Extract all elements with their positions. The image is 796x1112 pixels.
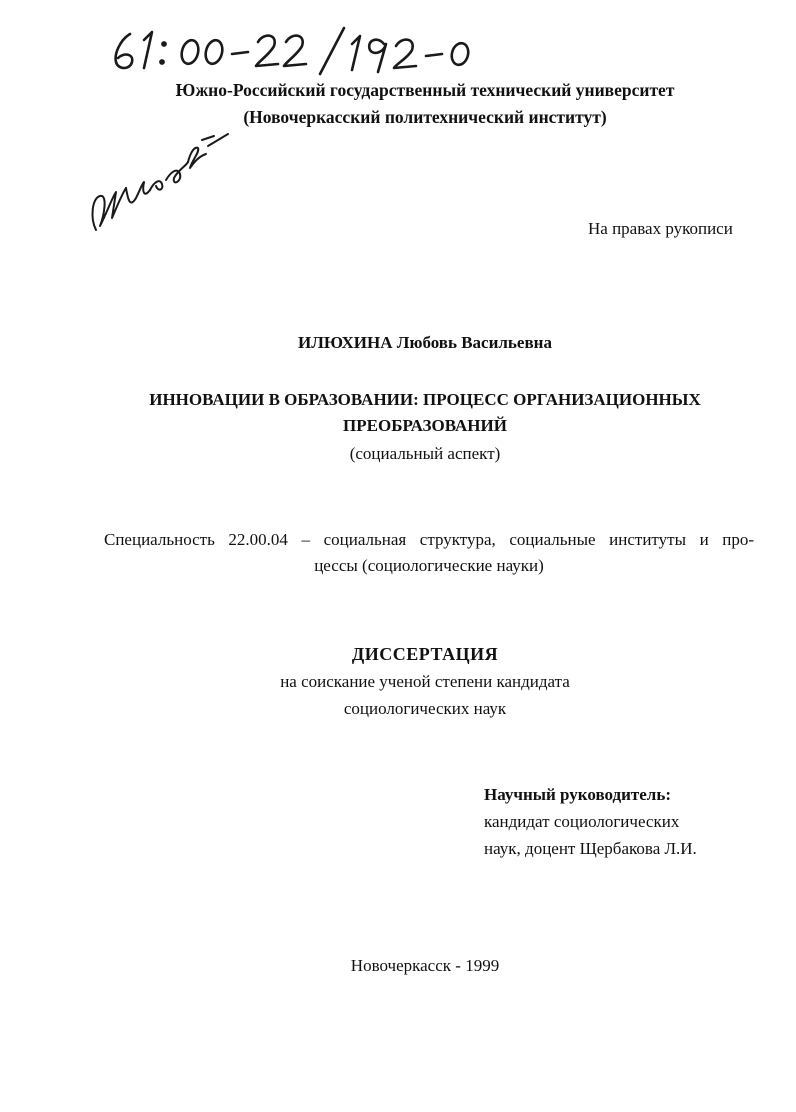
supervisor-line-2: наук, доцент Щербакова Л.И. bbox=[484, 839, 697, 858]
dissertation-title-line-1: ИННОВАЦИИ В ОБРАЗОВАНИИ: ПРОЦЕСС ОРГАНИЗАЦИОННЫХ bbox=[149, 390, 701, 409]
supervisor-block bbox=[484, 781, 784, 862]
university-subtitle: (Новочеркасский политехнический институт) bbox=[243, 107, 607, 127]
degree-line-1: на соискание ученой степени кандидата bbox=[280, 672, 570, 691]
dissertation-title-line-2: ПРЕОБРАЗОВАНИЙ bbox=[343, 416, 507, 435]
specialty-block bbox=[104, 527, 754, 579]
degree-line-2: социологических наук bbox=[343, 699, 507, 718]
specialty-line-1: Специальность 22.00.04 – социальная структура, социальные институты и про- bbox=[104, 530, 754, 549]
rights-note: На правах рукописи bbox=[588, 219, 733, 238]
university-name: Южно-Российский государственный технический университет bbox=[175, 80, 675, 100]
handwritten-signature bbox=[82, 126, 232, 238]
handwritten-archive-code bbox=[108, 22, 488, 78]
title-aspect: (социальный аспект) bbox=[349, 444, 501, 463]
dissertation-heading: ДИССЕРТАЦИЯ bbox=[351, 644, 499, 664]
supervisor-line-1: кандидат социологических bbox=[484, 812, 680, 831]
specialty-line-2: цессы (социологические науки) bbox=[314, 556, 544, 575]
city-year: Новочеркасск - 1999 bbox=[350, 956, 500, 975]
author-name: ИЛЮХИНА Любовь Васильевна bbox=[298, 333, 552, 352]
supervisor-heading: Научный руководитель: bbox=[484, 785, 671, 804]
